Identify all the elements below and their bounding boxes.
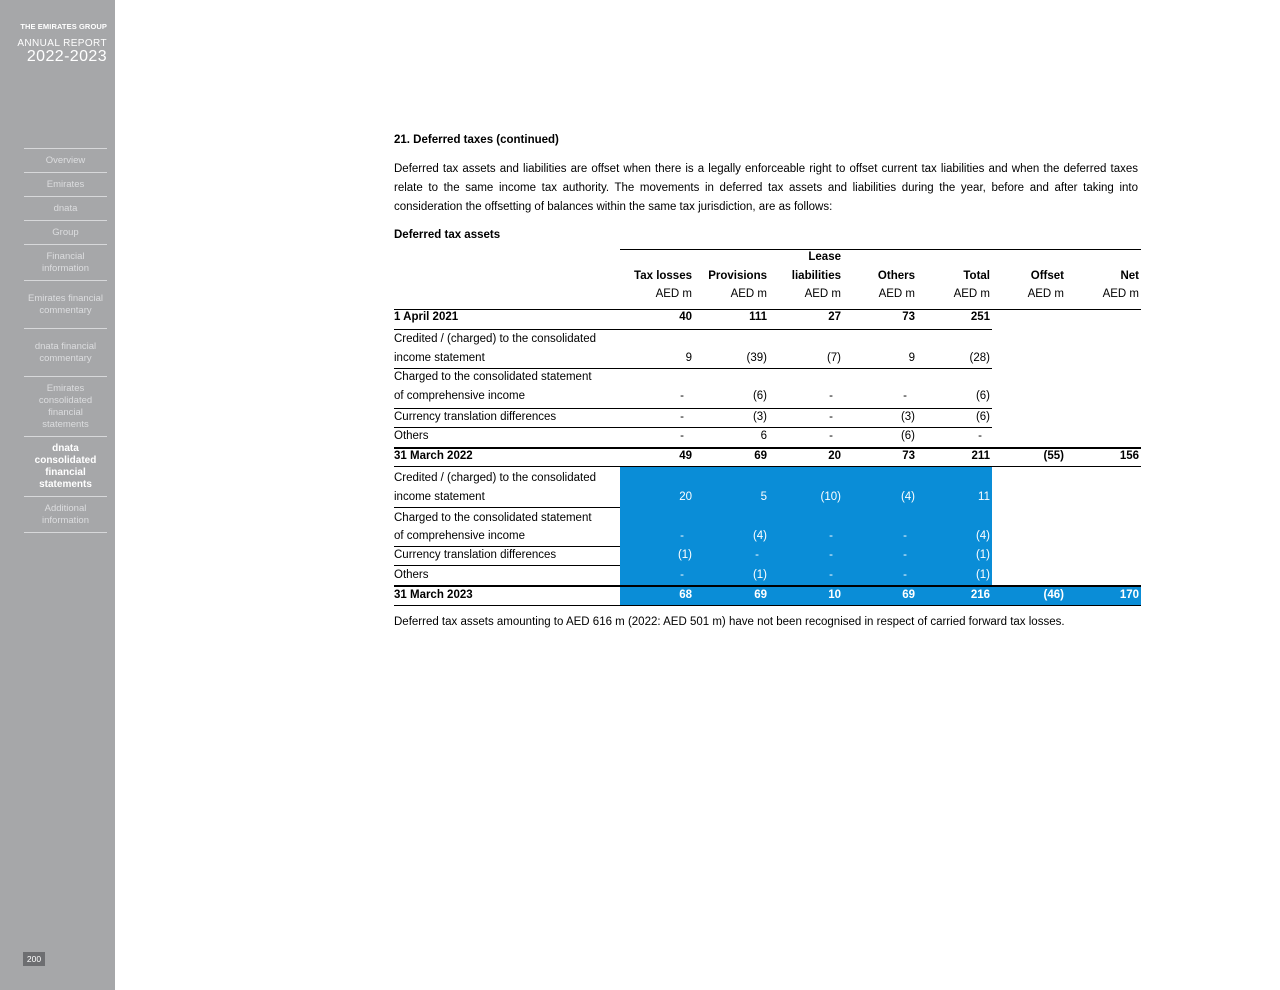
table-cell: (1) [975,549,990,561]
row-label: Others [394,430,429,442]
sidebar-nav [24,148,107,533]
row-label: Currency translation differences [394,411,557,423]
table-rule [394,447,1141,449]
table-cell: (1) [975,569,990,581]
intro-paragraph: Deferred tax assets and liabilities are offset when there is a legally enforceable right to offset current tax liabilities and when the deferred taxes relate to the same income tax authority. The movements in deferred tax assets and liabilities during the year, before and after taking into consideration the offsetting of balances within the same tax jurisdiction, are as follows: [394,163,1138,213]
nav-item-additional-information[interactable]: Additional information [24,497,107,533]
table-cell: 10 [828,589,841,601]
table-cell: - [680,430,684,442]
table-rule [394,329,992,330]
table-cell: (4) [900,491,915,503]
nav-item-emirates-financial-commentary[interactable]: Emirates financial commentary [24,281,107,329]
nav-item-dnata-consolidated-statements[interactable]: dnata consolidated financial statements [24,437,107,497]
row-label: Credited / (charged) to the consolidated [394,472,597,484]
section-heading: 21. Deferred taxes (continued) [394,134,559,146]
table-cell: (6) [752,390,767,402]
table-cell: - [680,411,684,423]
column-unit: AED m [1102,288,1139,300]
table-cell: (55) [1043,450,1064,462]
table-cell: 73 [902,450,915,462]
table-rule [394,466,1141,467]
table-cell: 40 [679,311,692,323]
table-cell: - [978,430,982,442]
row-label: 31 March 2023 [394,589,473,601]
row-label: Currency translation differences [394,549,557,561]
nav-item-overview[interactable]: Overview [24,149,107,173]
nav-item-dnata-financial-commentary[interactable]: dnata financial commentary [24,329,107,377]
page-number: 200 [23,952,45,966]
table-cell: - [903,569,907,581]
table-cell: 9 [908,352,915,364]
nav-item-dnata[interactable]: dnata [24,197,107,221]
column-unit: AED m [730,288,767,300]
report-years: 2022-2023 [26,48,107,65]
table-cell: - [829,530,833,542]
header-bottom-rule [394,309,1141,310]
table-cell: (39) [746,352,767,364]
table-cell: - [903,530,907,542]
table-cell: 251 [970,311,990,323]
table-cell: - [829,569,833,581]
table-cell: 156 [1119,450,1139,462]
table-bottom-rule [394,605,1141,606]
table-cell: (1) [677,549,692,561]
row-label: 31 March 2022 [394,450,473,462]
column-header: Lease [808,251,841,263]
table-cell: 73 [902,311,915,323]
table-cell: - [680,569,684,581]
table-cell: (7) [826,352,841,364]
table-rule [394,507,620,508]
column-header: Net [1120,270,1139,282]
column-header: liabilities [791,270,841,282]
table-rule [394,427,992,428]
column-header: Others [877,270,915,282]
table-cell: 9 [685,352,692,364]
column-header: Total [963,270,990,282]
table-title: Deferred tax assets [394,229,501,241]
table-cell: 5 [760,491,767,503]
table-cell: 11 [978,491,990,503]
column-unit: AED m [953,288,990,300]
table-cell: (6) [975,390,990,402]
report-name: ANNUAL REPORT [17,38,107,49]
table-cell: - [903,549,907,561]
table-cell: 69 [902,589,915,601]
table-cell: - [829,549,833,561]
table-cell: - [829,411,833,423]
column-header: Provisions [708,270,767,282]
group-name: THE EMIRATES GROUP [20,22,107,31]
column-header: Offset [1030,270,1064,282]
row-label: income statement [394,352,485,364]
table-cell: - [829,430,833,442]
column-unit: AED m [878,288,915,300]
table-cell: (4) [975,530,990,542]
table-cell: 216 [970,589,990,601]
table-cell: (46) [1043,589,1064,601]
table-cell: 49 [679,450,692,462]
table-cell: 170 [1119,589,1139,601]
table-cell: (6) [900,430,915,442]
table-cell: (1) [752,569,767,581]
table-top-rule [620,249,1141,250]
table-cell: 20 [828,450,841,462]
table-cell: 20 [679,491,692,503]
table-cell: (4) [752,530,767,542]
table-cell: - [903,390,907,402]
nav-item-emirates-consolidated-statements[interactable]: Emirates consolidated financial statements [24,377,107,437]
table-cell: (6) [975,411,990,423]
table-cell: - [680,390,684,402]
footnote: Deferred tax assets amounting to AED 616 m (2022: AED 501 m) have not been recognised in respect of carried forward tax losses. [394,616,1065,628]
nav-item-emirates[interactable]: Emirates [24,173,107,197]
table-cell: (3) [900,411,915,423]
table-cell: (3) [752,411,767,423]
row-label: income statement [394,491,485,503]
table-cell: 111 [749,311,767,323]
table-rule [394,565,620,566]
nav-item-group[interactable]: Group [24,221,107,245]
row-label: Charged to the consolidated statement [394,512,592,524]
table-cell: 27 [828,311,841,323]
column-header: Tax losses [634,270,692,282]
table-cell: - [829,390,833,402]
table-rule [394,546,620,547]
row-label: 1 April 2021 [394,311,459,323]
report-brand [0,22,107,65]
row-label: of comprehensive income [394,390,526,402]
table-cell: 69 [754,450,767,462]
table-cell: - [755,549,759,561]
column-unit: AED m [804,288,841,300]
table-rule [394,585,1141,587]
sidebar [0,0,115,990]
table-cell: (10) [820,491,841,503]
row-label: Others [394,569,429,581]
table-rule [394,368,992,369]
table-cell: 69 [754,589,767,601]
row-label: of comprehensive income [394,530,526,542]
table-cell: (28) [969,352,990,364]
column-unit: AED m [1027,288,1064,300]
nav-item-financial-information[interactable]: Financial information [24,245,107,281]
table-cell: 211 [971,450,990,462]
row-label: Charged to the consolidated statement [394,371,592,383]
table-cell: - [680,530,684,542]
table-cell: 68 [679,589,692,601]
column-unit: AED m [655,288,692,300]
table-cell: 6 [760,430,767,442]
table-rule [394,408,992,409]
row-label: Credited / (charged) to the consolidated [394,333,597,345]
